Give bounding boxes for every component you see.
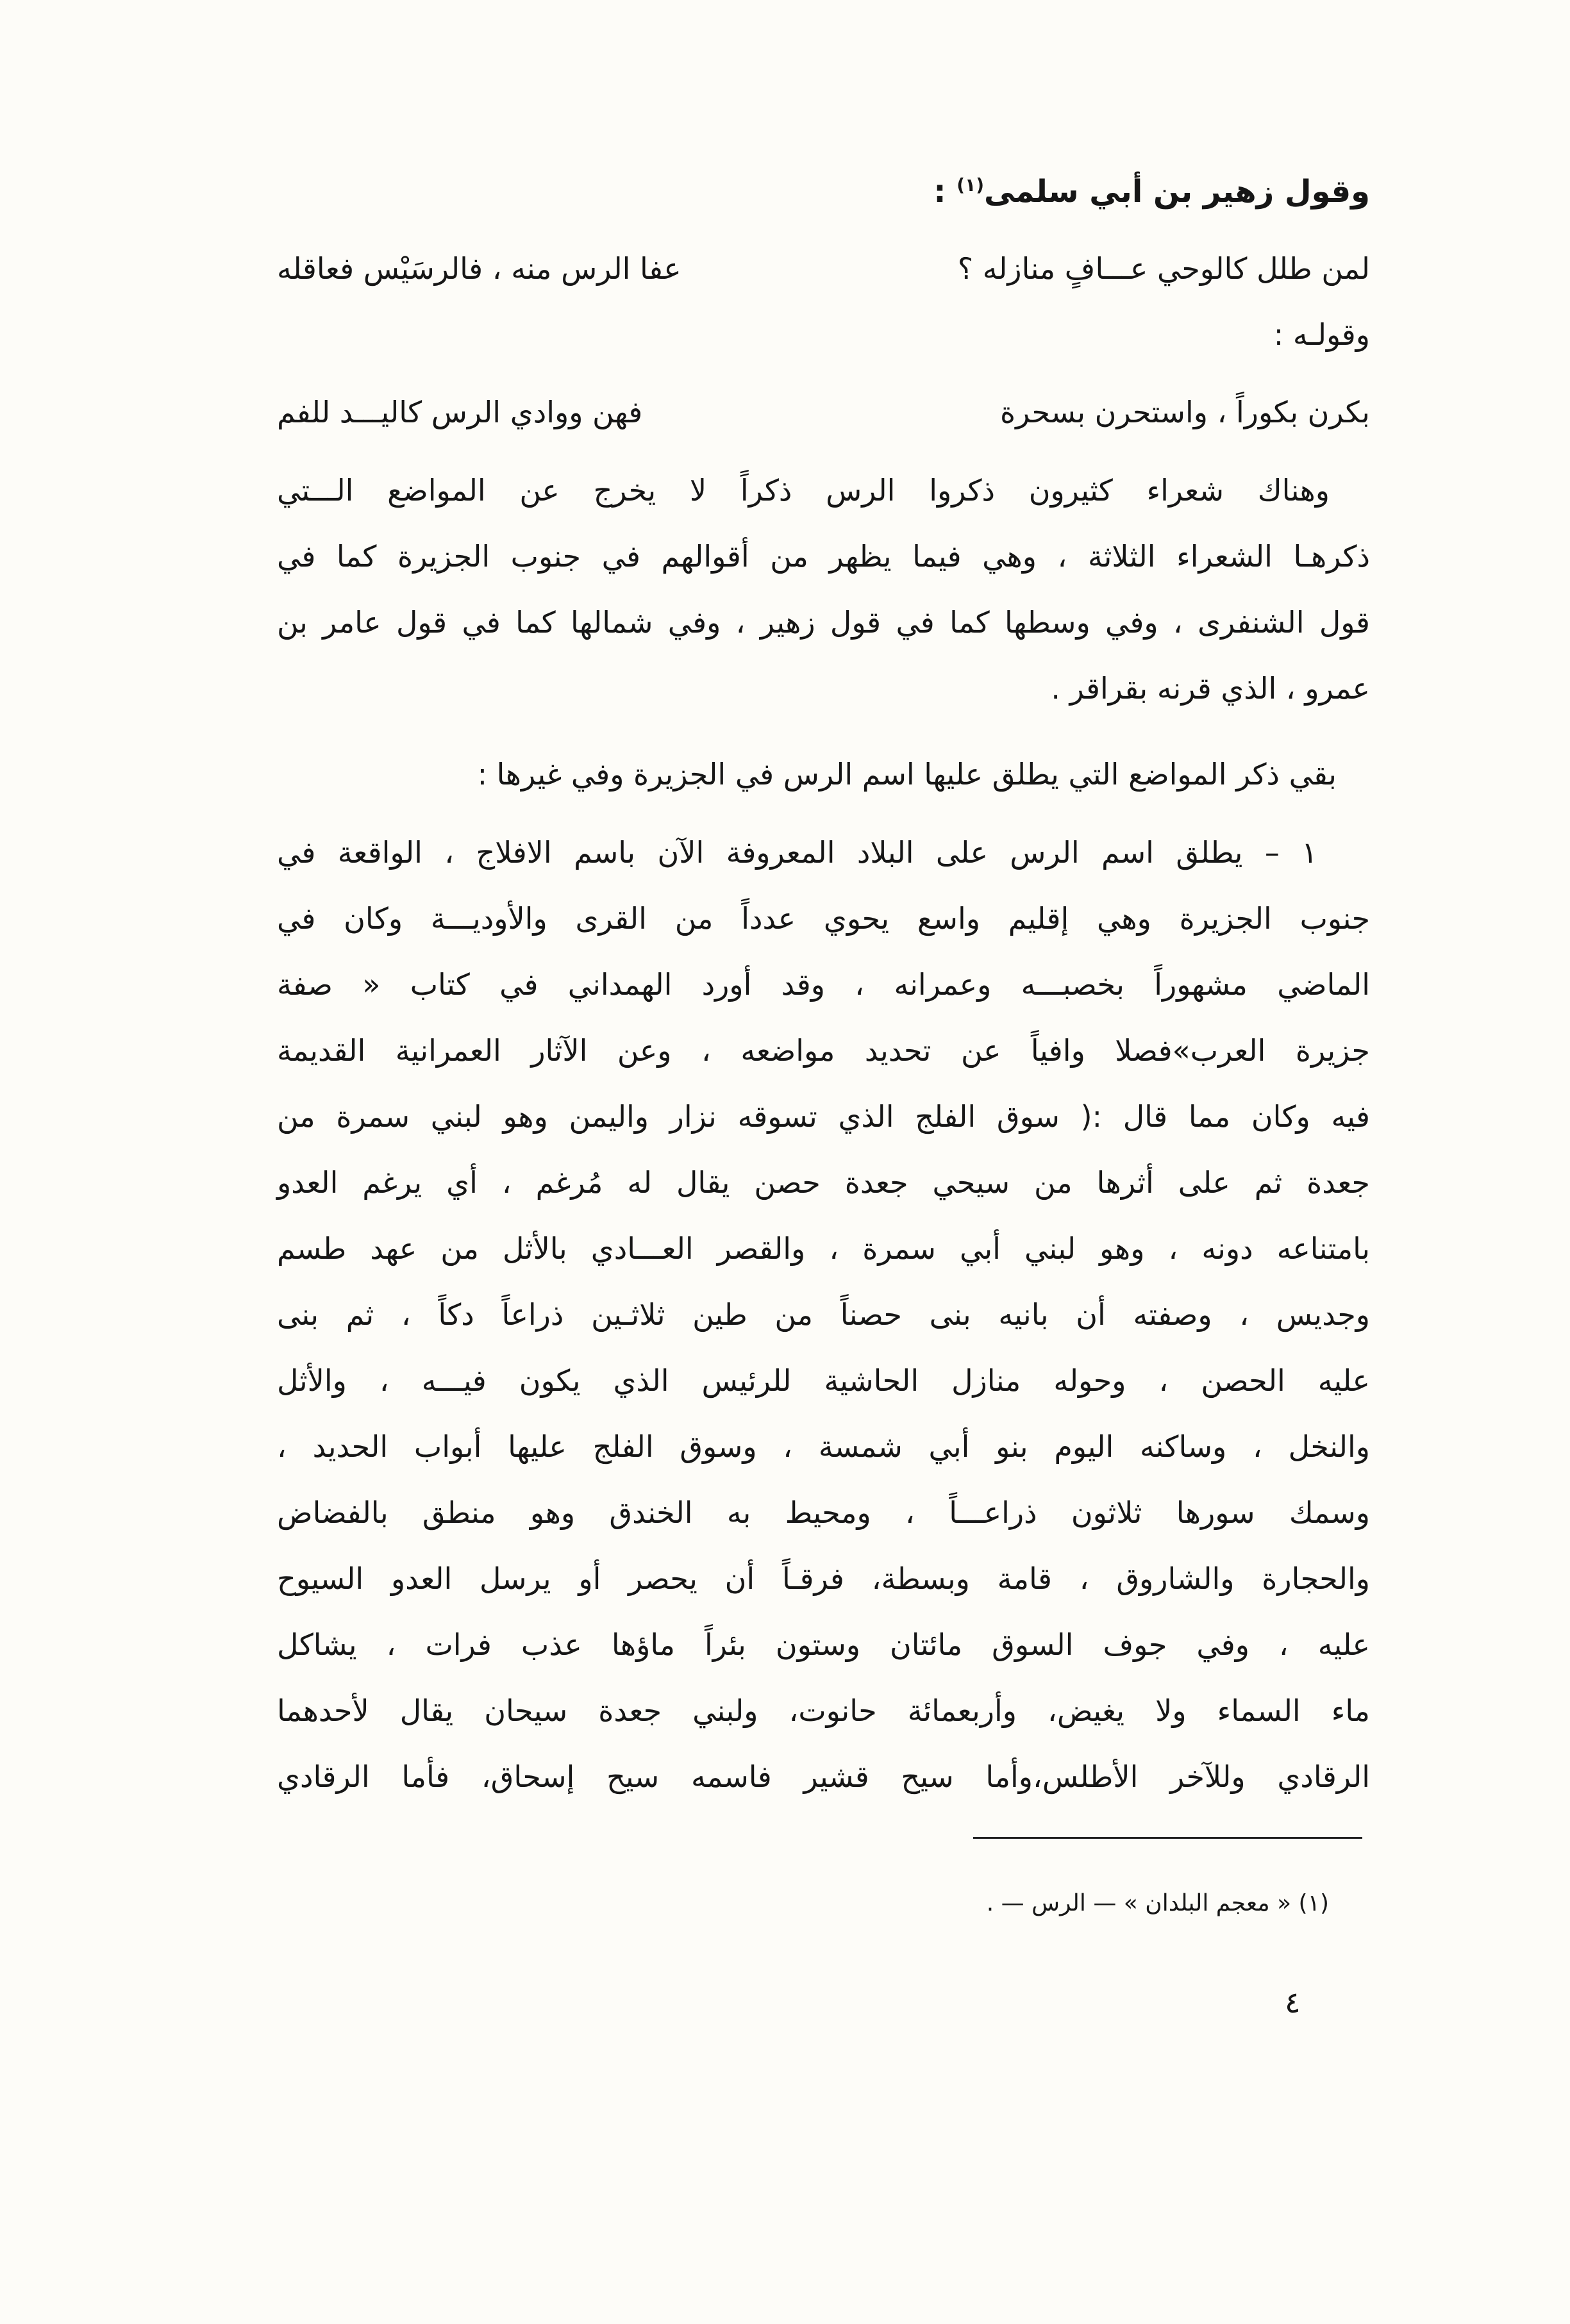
header-line [277, 159, 1370, 225]
header-colon: : [933, 174, 957, 210]
footnote-reference: (١) [956, 174, 984, 195]
section-line: والنخل ، وساكنه اليوم بنو أبي شمسة ، وسوق الفلج عليها أبواب الحديد ، [277, 1429, 1370, 1464]
section-line: فيه وكان مما قال :( سوق الفلج الذي تسوقه نزار واليمن وهو لبني سمرة من [277, 1099, 1370, 1134]
verse-1-first-hemistich: لمن طلل كالوحي عـــافٍ منازله ؟ [957, 251, 1370, 286]
section-line: عليه ، وفي جوف السوق مائتان وستون بئراً ماؤها عذب فرات ، يشاكل [277, 1627, 1370, 1662]
footnote-separator [973, 1837, 1362, 1839]
verse-1 [277, 236, 1370, 302]
section-line: ١ – يطلق اسم الرس على البلاد المعروفة الآن باسم الافلاج ، الواقعة في [277, 835, 1317, 870]
page-body [277, 159, 1370, 1810]
section-line: الرقادي وللآخر الأطلس،وأما سيح قشير فاسمه سيح إسحاق، فأما الرقادي [277, 1759, 1370, 1794]
section-line: بامتناعه دونه ، وهو لبني أبي سمرة ، والقصر العـــادي بالأثل من عهد طسم [277, 1231, 1370, 1266]
section-line: جعدة ثم على أثرها من سيحي جعدة حصن يقال له مُرغم ، أي يرغم العدو [277, 1165, 1370, 1200]
header-text: وقول زهير بن أبي سلمى [983, 174, 1370, 210]
section-line: وسمك سورها ثلاثون ذراعـــاً ، ومحيط به الخندق وهو منطق بالفضاض [277, 1495, 1370, 1530]
verse-2-second-hemistich: فهن ووادي الرس كاليـــد للفم [277, 395, 643, 429]
section-line: عليه الحصن ، وحوله منازل الحاشية للرئيس الذي يكون فيـــه ، والأثل [277, 1363, 1370, 1398]
paragraph-1 [277, 458, 1370, 722]
section-line: وجديس ، وصفته أن بانيه بنى حصناً من طين ثلاثـين ذراعاً دكاً ، ثم بنى [277, 1297, 1370, 1332]
footnote: (١) « معجم البلدان » — الرس — . [986, 1890, 1329, 1916]
paragraph-line: ذكرهـا الشعراء الثلاثة ، وهي فيما يظهر من أقوالهم في جنوب الجزيرة كما في [277, 539, 1370, 574]
section-1 [277, 820, 1370, 1810]
verse-2-intro: وقولـه : [1273, 317, 1370, 352]
section-line: جزيرة العرب»فصلا وافياً عن تحديد مواضعه ، وعن الآثار العمرانية القديمة [277, 1033, 1370, 1068]
paragraph-line: وهناك شعراء كثيرون ذكروا الرس ذكراً لا يخرج عن المواضع الـــتي [277, 473, 1330, 508]
section-line: ماء السماء ولا يغيض، وأربعمائة حانوت، ولبني جعدة سيحان يقال لأحدهما [277, 1693, 1370, 1728]
verse-1-second-hemistich: عفا الرس منه ، فالرسَيْس فعاقله [277, 251, 681, 286]
paragraph-line: عمرو ، الذي قرنه بقراقر . [1051, 671, 1370, 706]
remaining-places-heading: بقي ذكر المواضع التي يطلق عليها اسم الرس في الجزيرة وفي غيرها : [477, 757, 1337, 792]
page-number: ٤ [1285, 1985, 1301, 2020]
verse-2 [277, 379, 1370, 445]
section-line: جنوب الجزيرة وهي إقليم واسع يحوي عدداً من القرى والأوديـــة وكان في [277, 901, 1370, 936]
section-line: والحجارة والشاروق ، قامة وبسطة، فرقـاً أن يحصر أو يرسل العدو السيوح [277, 1561, 1370, 1596]
verse-2-first-hemistich: بكرن بكوراً ، واستحرن بسحرة [1000, 395, 1370, 429]
section-line: الماضي مشهوراً بخصبـــه وعمرانه ، وقد أورد الهمداني في كتاب « صفة [277, 967, 1370, 1002]
paragraph-line: قول الشنفرى ، وفي وسطها كما في قول زهير ، وفي شمالها كما في قول عامر بن [277, 605, 1370, 640]
